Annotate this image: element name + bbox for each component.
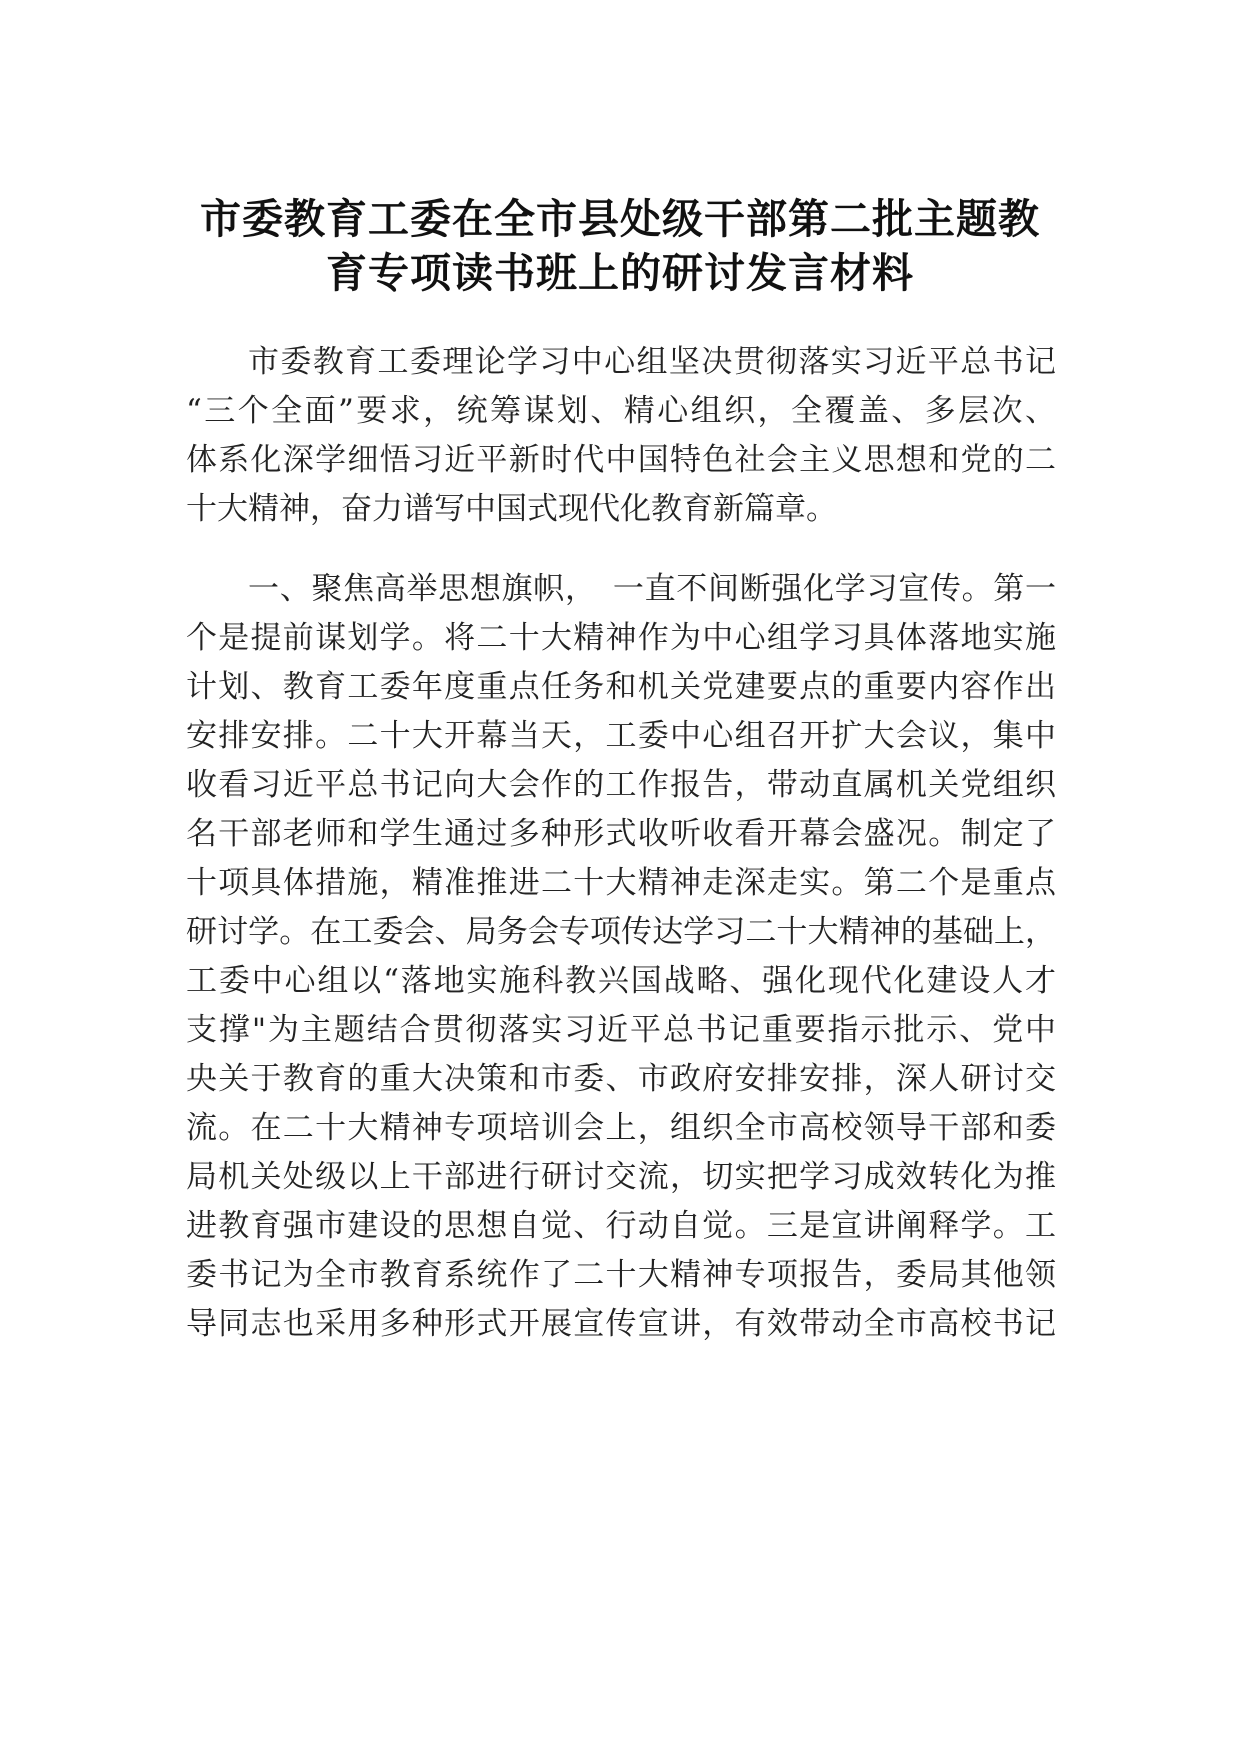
paragraph-line: 流。在二十大精神专项培训会上，组织全市高校领导干部和委: [186, 1110, 1056, 1146]
paragraph-line: 十项具体措施，精准推进二十大精神走深走实。第二个是重点: [186, 865, 1056, 901]
paragraph-line: 收看习近平总书记向大会作的工作报告，带动直属机关党组织: [186, 767, 1056, 803]
paragraph-line: 央关于教育的重大决策和市委、市政府安排安排，深人研讨交: [186, 1061, 1056, 1097]
paragraph-line: 一、聚焦高举思想旗帜， 一直不间断强化学习宣传。第一: [248, 571, 1056, 607]
paragraph-line: 个是提前谋划学。将二十大精神作为中心组学习具体落地实施: [186, 620, 1056, 656]
paragraph-line: 计划、教育工委年度重点任务和机关党建要点的重要内容作出: [186, 669, 1056, 705]
paragraph-line: 研讨学。在工委会、局务会专项传达学习二十大精神的基础上，: [186, 914, 1056, 950]
paragraph-line: 市委教育工委理论学习中心组坚决贯彻落实习近平总书记: [248, 344, 1056, 380]
paragraph-line: 名干部老师和学生通过多种形式收听收看开幕会盛况。制定了: [186, 816, 1056, 852]
paragraph-line: 导同志也采用多种形式开展宣传宣讲，有效带动全市高校书记: [186, 1306, 1056, 1342]
paragraph-line: 委书记为全市教育系统作了二十大精神专项报告，委局其他领: [186, 1257, 1056, 1293]
paragraph-intro: [186, 338, 1056, 534]
paragraph-line: 工委中心组以“落地实施科教兴国战略、强化现代化建设人才: [186, 963, 1056, 999]
paragraph-spacer: [186, 534, 1056, 565]
paragraph-line: 体系化深学细悟习近平新时代中国特色社会主义思想和党的二: [186, 442, 1056, 478]
paragraph-section-one: [186, 565, 1056, 1349]
paragraph-line: “三个全面”要求，统筹谋划、精心组织，全覆盖、多层次、: [186, 393, 1056, 429]
document-body: [186, 338, 1056, 1349]
paragraph-line: 局机关处级以上干部进行研讨交流，切实把学习成效转化为推: [186, 1159, 1056, 1195]
title-line-1: 市委教育工委在全市县处级干部第二批主题教: [200, 195, 1040, 243]
paragraph-line: 安排安排。二十大开幕当天，工委中心组召开扩大会议，集中: [186, 718, 1056, 754]
paragraph-line: 十大精神，奋力谱写中国式现代化教育新篇章。: [186, 491, 837, 527]
document-title: [150, 192, 1090, 300]
paragraph-line: 支撑"为主题结合贯彻落实习近平总书记重要指示批示、党中: [186, 1012, 1056, 1048]
paragraph-line: 进教育强市建设的思想自觉、行动自觉。三是宣讲阐释学。工: [186, 1208, 1056, 1244]
title-line-2: 育专项读书班上的研讨发言材料: [326, 249, 914, 297]
